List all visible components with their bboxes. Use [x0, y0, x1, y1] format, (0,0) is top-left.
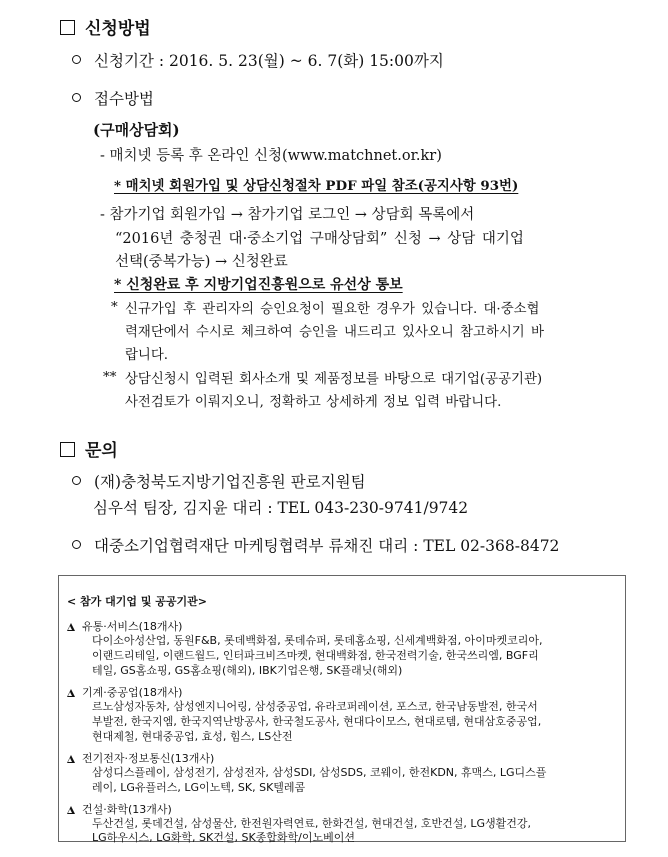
- category-line: 다이소아성산업, 동원F&B, 롯데백화점, 롯데슈퍼, 롯데홈쇼핑, 신세계백화점, 아이마켓코리아,: [92, 634, 543, 647]
- checkbox-square-icon: [60, 20, 75, 35]
- method-subtitle: (구매상담회): [93, 121, 180, 139]
- contact1-line1: (재)충청북도지방기업진흥원 판로지원팀: [72, 470, 366, 492]
- contact1-line2: 심우석 팀장, 김지윤 대리 : TEL 043-230-9741/9742: [93, 499, 469, 517]
- category-line: 테일, GS홈쇼핑, GS홈쇼핑(해외), IBK기업은행, SK플래닛(해외): [92, 664, 403, 677]
- contact2: 대중소기업협력재단 마케팅협력부 류채진 대리 : TEL 02-368-8472: [72, 534, 559, 556]
- circle-bullet-icon: [72, 55, 81, 64]
- circle-bullet-icon: [72, 93, 81, 102]
- note1-line1: 신규가입 후 관리자의 승인요청이 필요한 경우가 있습니다. 대·중소협: [125, 302, 540, 317]
- participants-title: < 참가 대기업 및 공공기관>: [67, 595, 208, 608]
- circle-bullet-icon: [72, 540, 81, 549]
- step2-line1: - 참가기업 회원가입 → 참가기업 로그인 → 상담회 목록에서: [100, 207, 475, 223]
- category-heading: 유통·서비스(18개사): [67, 618, 182, 634]
- category-line: 두산건설, 롯데건설, 삼성물산, 한전원자력연료, 한화건설, 현대건설, 호반건설, LG생활건강,: [92, 817, 532, 830]
- checkbox-square-icon: [60, 442, 75, 457]
- method-heading: 접수방법: [72, 87, 154, 109]
- section-heading-apply: [60, 14, 151, 39]
- category-line: 현대제철, 현대중공업, 효성, 힘스, LS산전: [92, 730, 293, 743]
- category-line: 삼성디스플레이, 삼성전기, 삼성전자, 삼성SDI, 삼성SDS, 코웨이, 한전KDN, 휴맥스, LG디스플: [92, 766, 547, 779]
- triangle-bullet-icon: [67, 806, 75, 814]
- note1-line3: 랍니다.: [125, 348, 169, 363]
- note2-line1: 상담신청시 입력된 회사소개 및 제품정보를 바탕으로 대기업(공공기관): [125, 372, 543, 387]
- triangle-bullet-icon: [67, 623, 75, 631]
- section-title-apply: 신청방법: [85, 19, 151, 39]
- note1-line2: 력재단에서 수시로 체크하여 승인을 내드리고 있사오니 참고하시기 바: [125, 325, 544, 340]
- step1-text: - 매치넷 등록 후 온라인 신청(www.matchnet.or.kr): [100, 148, 442, 164]
- category-line: LG하우시스, LG화학, SK건설, SK종합화학/이노베이션: [92, 831, 356, 844]
- note2-mark: **: [103, 370, 117, 385]
- circle-bullet-icon: [72, 476, 81, 485]
- category-line: 레이, LG유플러스, LG이노텍, SK, SK텔레콤: [92, 781, 306, 794]
- category-heading: 전기전자·정보통신(13개사): [67, 750, 214, 766]
- category-line: 부발전, 한국지엠, 한국지역난방공사, 한국철도공사, 현대다이모스, 현대로템, 현대삼호중공업,: [92, 715, 542, 728]
- step2-line2: “2016년 충청권 대·중소기업 구매상담회” 신청 → 상담 대기업: [115, 231, 524, 247]
- note1-mark: *: [111, 300, 118, 315]
- triangle-bullet-icon: [67, 755, 75, 763]
- section-heading-contact: [60, 436, 118, 461]
- section-title-contact: 문의: [85, 441, 118, 461]
- step2-line3: 선택(중복가능) → 신청완료: [115, 254, 288, 270]
- category-heading: 기계·중공업(18개사): [67, 684, 182, 700]
- category-heading: 건설·화학(13개사): [67, 801, 172, 817]
- apply-period: 신청기간 : 2016. 5. 23(월) ~ 6. 7(화) 15:00까지: [72, 49, 444, 71]
- note2-line2: 사전검토가 이뤄지오니, 정확하고 상세하게 정보 입력 바랍니다.: [125, 395, 502, 410]
- step1-note: * 매치넷 회원가입 및 상담신청절차 PDF 파일 참조(공지사항 93번): [114, 178, 519, 194]
- category-line: 르노삼성자동차, 삼성엔지니어링, 삼성중공업, 유라코퍼레이션, 포스코, 한국남동발전, 한국서: [92, 700, 538, 713]
- triangle-bullet-icon: [67, 689, 75, 697]
- step2-note: * 신청완료 후 지방기업진흥원으로 유선상 통보: [114, 277, 403, 293]
- category-line: 이랜드리테일, 이랜드월드, 인터파크비즈마켓, 현대백화점, 한국전력기술, 한국쓰리엠, BGF리: [92, 649, 539, 662]
- participants-box: [58, 575, 626, 842]
